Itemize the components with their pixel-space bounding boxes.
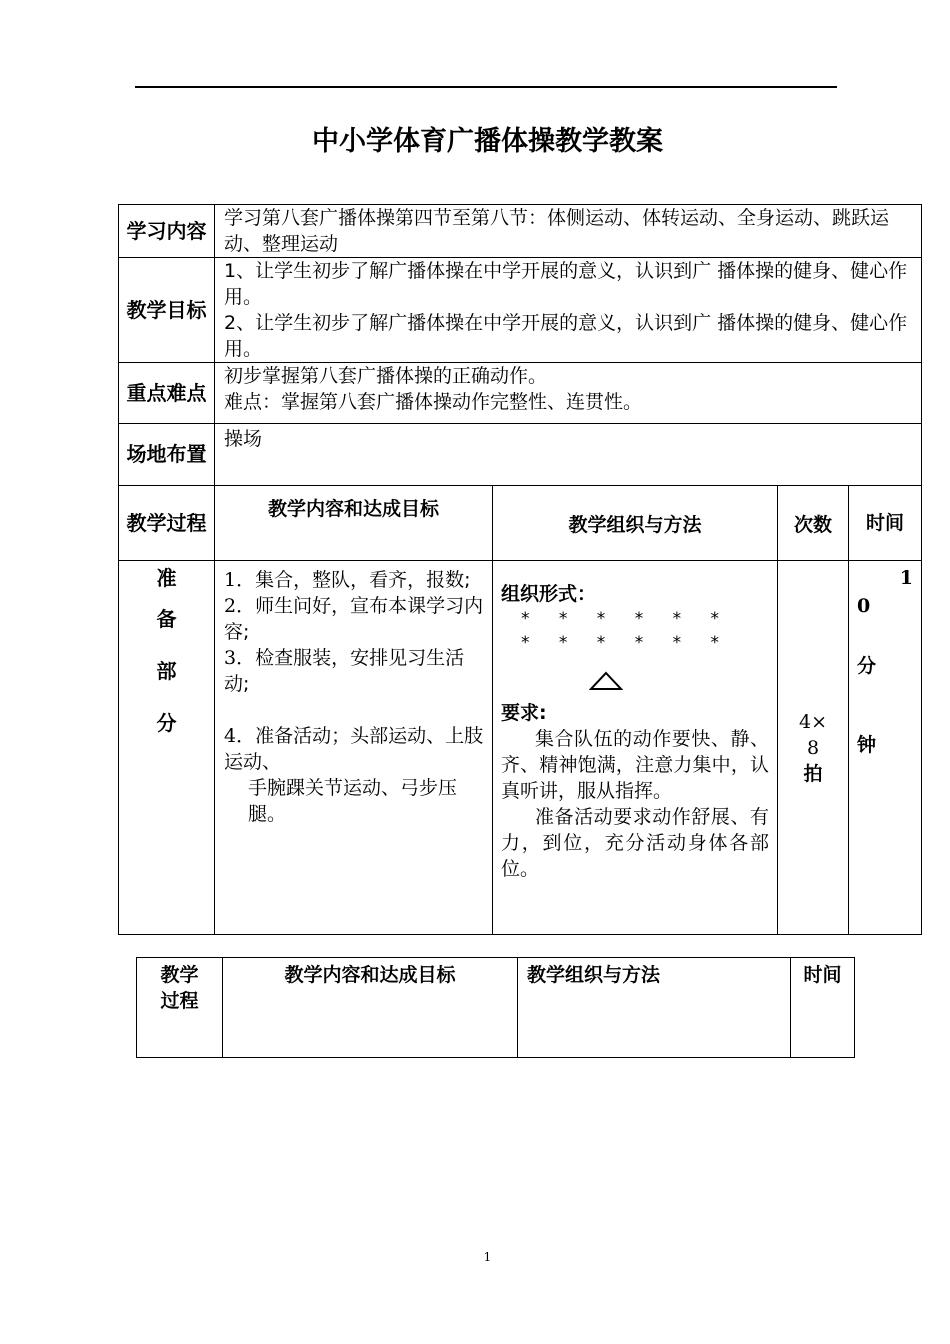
content-cell bbox=[215, 561, 493, 935]
row-process-header bbox=[119, 486, 922, 561]
teaching-goal-cell bbox=[215, 258, 922, 363]
count-cell bbox=[778, 561, 849, 935]
list-item: 1．集合，整队，看齐，报数; bbox=[224, 569, 471, 591]
count-value-2: 8 bbox=[806, 736, 820, 759]
t2-col-method: 教学组织与方法 bbox=[518, 958, 791, 1058]
stage-char-1: 准 bbox=[156, 566, 177, 590]
list-item: 3．检查服装，安排见习生活动; bbox=[224, 647, 465, 695]
formation-row-1: * * * * * * bbox=[521, 609, 732, 629]
row-focus bbox=[119, 363, 922, 424]
row-teaching-goal bbox=[119, 258, 922, 363]
time-unit-1: 分 bbox=[857, 655, 877, 677]
method-cell bbox=[493, 561, 778, 935]
t2-col-content: 教学内容和达成目标 bbox=[223, 958, 518, 1058]
formation-row-2: * * * * * * bbox=[521, 633, 732, 653]
stage-char-3: 部 bbox=[156, 659, 177, 683]
focus-line-2: 难点：掌握第八套广播体操动作完整性、连贯性。 bbox=[224, 391, 643, 413]
header-venue: 场地布置 bbox=[119, 424, 215, 486]
page-title: 中小学体育广播体操教学教案 bbox=[312, 126, 663, 157]
time-digit-2: 0 bbox=[857, 595, 871, 617]
focus-cell bbox=[215, 363, 922, 424]
lesson-plan-table bbox=[118, 204, 922, 935]
learning-content-text: 学习第八套广播体操第四节至第八节：体侧运动、体转运动、全身运动、跳跃运动、整理运动 bbox=[215, 205, 922, 258]
requirement-label: 要求: bbox=[501, 702, 547, 724]
teacher-triangle-icon bbox=[589, 671, 623, 691]
focus-line-1: 初步掌握第八套广播体操的正确动作。 bbox=[224, 365, 548, 387]
header-teaching-goal: 教学目标 bbox=[119, 258, 215, 363]
time-cell bbox=[849, 561, 922, 935]
venue-text: 操场 bbox=[215, 424, 922, 486]
table-row bbox=[137, 958, 855, 1058]
goal-line-1: 1、让学生初步了解广播体操在中学开展的意义，认识到广 播体操的健身、健心作用。 bbox=[224, 260, 908, 308]
stage-cell bbox=[119, 561, 215, 935]
list-item-continuation: 手腕踝关节运动、弓步压腿。 bbox=[248, 777, 458, 825]
second-table bbox=[136, 957, 855, 1058]
stage-char-4: 分 bbox=[156, 711, 177, 735]
requirement-2: 准备活动要求动作舒展、有力，到位，充分活动身体各部位。 bbox=[501, 806, 769, 880]
list-item: 4．准备活动；头部运动、上肢运动、 bbox=[224, 725, 484, 773]
t2-col-process: 教学过程 bbox=[137, 958, 223, 1058]
top-rule bbox=[135, 86, 837, 88]
col-content-header: 教学内容和达成目标 bbox=[215, 486, 493, 561]
header-learning-content: 学习内容 bbox=[119, 205, 215, 258]
count-unit: 拍 bbox=[803, 762, 823, 785]
row-venue bbox=[119, 424, 922, 486]
header-process: 教学过程 bbox=[119, 486, 215, 561]
col-method-header: 教学组织与方法 bbox=[493, 486, 778, 561]
header-focus: 重点难点 bbox=[119, 363, 215, 424]
row-learning-content bbox=[119, 205, 922, 258]
list-item: 2．师生问好，宣布本课学习内容; bbox=[224, 595, 484, 643]
org-form-label: 组织形式： bbox=[501, 583, 597, 605]
count-value: 4× bbox=[798, 710, 827, 733]
row-preparation bbox=[119, 561, 922, 935]
t2-col-time: 时间 bbox=[791, 958, 855, 1058]
page-number: 1 bbox=[483, 1250, 492, 1264]
col-count-header: 次数 bbox=[778, 486, 849, 561]
goal-line-2: 2、让学生初步了解广播体操在中学开展的意义，认识到广 播体操的健身、健心作用。 bbox=[224, 312, 908, 360]
stage-char-2: 备 bbox=[156, 607, 177, 631]
time-digit-1: 1 bbox=[899, 567, 914, 589]
requirement-1: 集合队伍的动作要快、静、齐、精神饱满，注意力集中，认真听讲，服从指挥。 bbox=[501, 728, 769, 802]
col-time-header: 时间 bbox=[849, 486, 922, 561]
time-unit-2: 钟 bbox=[857, 734, 877, 756]
